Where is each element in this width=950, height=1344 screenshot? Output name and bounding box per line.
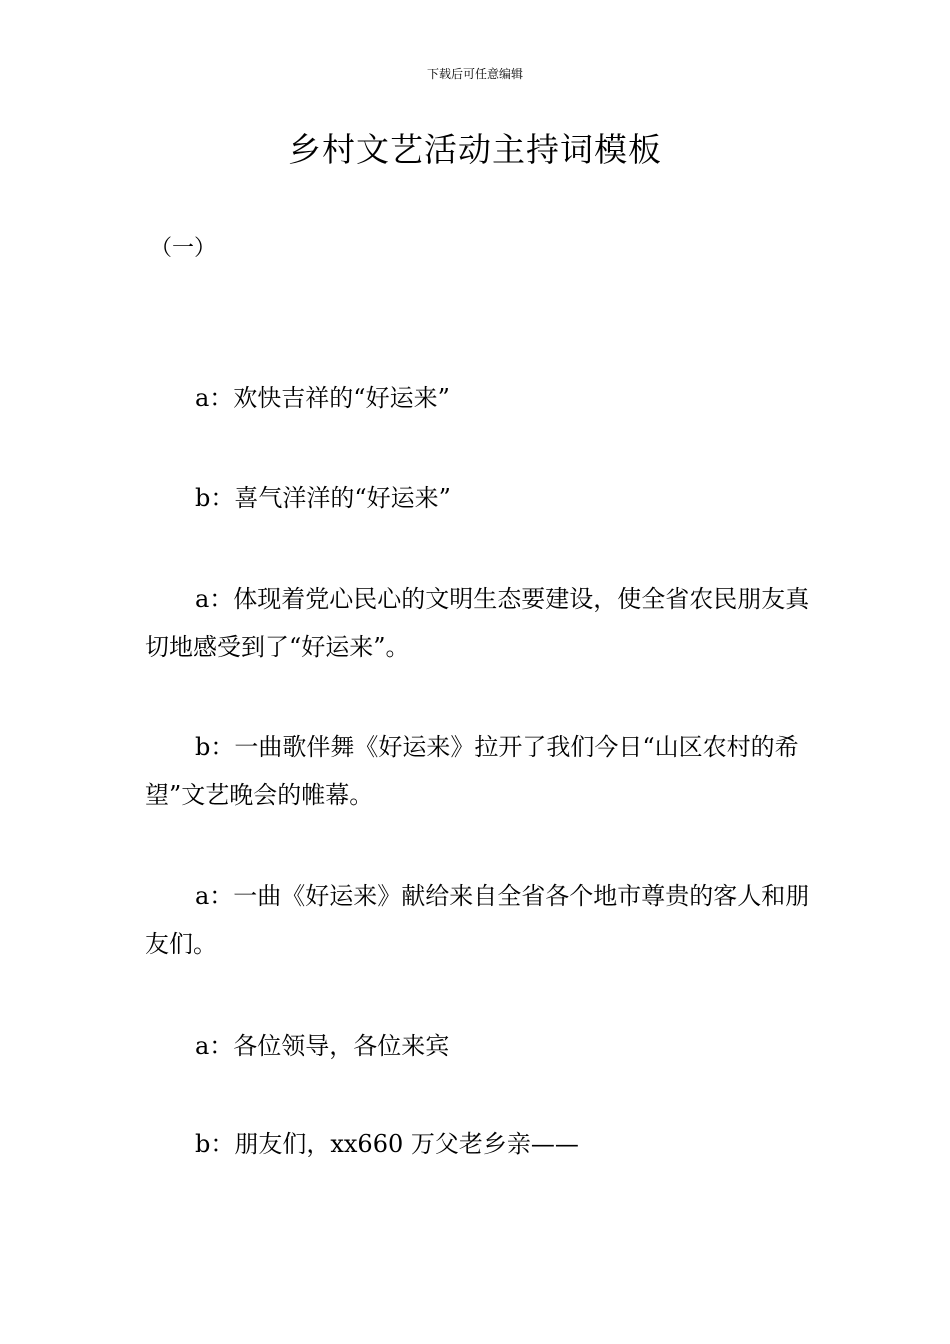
header-note: 下载后可任意编辑 [426,67,523,81]
paragraph: a：一曲《好运来》献给来自全省各个地市尊贵的客人和朋友们。 [145,882,810,958]
document-title: 乡村文艺活动主持词模板 [288,130,662,169]
paragraph: b：一曲歌伴舞《好运来》拉开了我们今日“山区农村的希望”文艺晚会的帷幕。 [145,733,799,809]
paragraph: b：喜气洋洋的“好运来” [195,484,451,512]
section-label: （一） [150,236,217,261]
paragraph: b：朋友们，xx660 万父老乡亲—— [195,1130,579,1158]
paragraph: a：欢快吉祥的“好运来” [195,384,450,412]
paragraph: a：体现着党心民心的文明生态要建设，使全省农民朋友真切地感受到了“好运来”。 [145,585,810,661]
paragraph: a：各位领导，各位来宾 [195,1032,450,1060]
